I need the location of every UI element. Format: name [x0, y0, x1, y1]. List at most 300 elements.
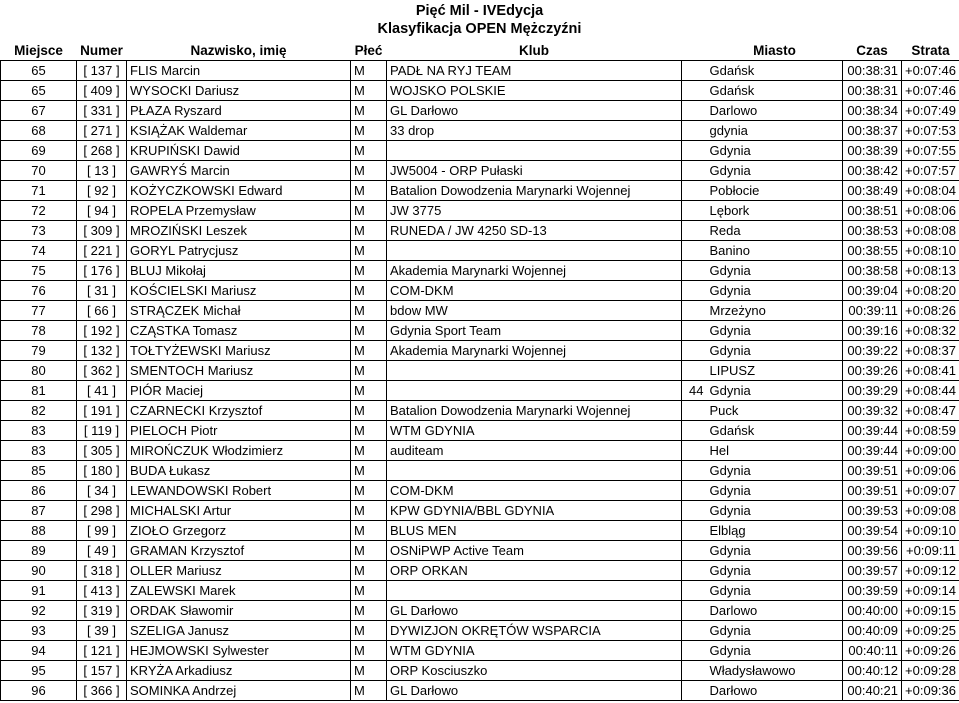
cell-gap: +0:09:26 [902, 641, 959, 661]
cell-city: Gdynia [707, 161, 843, 181]
cell-extra [682, 61, 707, 81]
cell-city: Gdynia [707, 321, 843, 341]
cell-extra [682, 541, 707, 561]
cell-gap: +0:09:10 [902, 521, 959, 541]
cell-bib: [ 121 ] [77, 641, 127, 661]
cell-city: Gdynia [707, 541, 843, 561]
cell-sex: M [351, 61, 387, 81]
cell-place: 81 [1, 381, 77, 401]
cell-time: 00:39:11 [843, 301, 902, 321]
table-row [1, 621, 959, 641]
table-row [1, 641, 959, 661]
cell-place: 83 [1, 421, 77, 441]
cell-place: 80 [1, 361, 77, 381]
cell-sex: M [351, 421, 387, 441]
table-row [1, 461, 959, 481]
cell-time: 00:39:29 [843, 381, 902, 401]
cell-city: Gdynia [707, 621, 843, 641]
cell-city: Gdańsk [707, 61, 843, 81]
table-row [1, 61, 959, 81]
cell-time: 00:39:51 [843, 461, 902, 481]
cell-place: 70 [1, 161, 77, 181]
cell-name: CZĄSTKA Tomasz [127, 321, 351, 341]
cell-gap: +0:08:04 [902, 181, 959, 201]
cell-gap: +0:08:06 [902, 201, 959, 221]
cell-bib: [ 268 ] [77, 141, 127, 161]
cell-extra [682, 181, 707, 201]
cell-time: 00:38:55 [843, 241, 902, 261]
cell-gap: +0:08:44 [902, 381, 959, 401]
cell-time: 00:39:44 [843, 441, 902, 461]
cell-sex: M [351, 281, 387, 301]
cell-gap: +0:09:11 [902, 541, 959, 561]
cell-time: 00:38:31 [843, 81, 902, 101]
header-bib: Numer [80, 42, 123, 58]
cell-bib: [ 176 ] [77, 261, 127, 281]
cell-sex: M [351, 481, 387, 501]
cell-sex: M [351, 301, 387, 321]
cell-place: 69 [1, 141, 77, 161]
cell-city: Gdynia [707, 281, 843, 301]
cell-place: 85 [1, 461, 77, 481]
cell-gap: +0:08:08 [902, 221, 959, 241]
cell-sex: M [351, 141, 387, 161]
cell-club: GL Darłowo [387, 101, 682, 121]
cell-sex: M [351, 661, 387, 681]
cell-name: OLLER Mariusz [127, 561, 351, 581]
cell-extra [682, 301, 707, 321]
cell-gap: +0:08:20 [902, 281, 959, 301]
cell-extra [682, 601, 707, 621]
cell-extra [682, 581, 707, 601]
cell-bib: [ 92 ] [77, 181, 127, 201]
cell-place: 92 [1, 601, 77, 621]
cell-gap: +0:08:32 [902, 321, 959, 341]
cell-gap: +0:07:46 [902, 81, 959, 101]
cell-gap: +0:09:08 [902, 501, 959, 521]
cell-name: BLUJ Mikołaj [127, 261, 351, 281]
cell-time: 00:38:34 [843, 101, 902, 121]
cell-sex: M [351, 341, 387, 361]
cell-club: DYWIZJON OKRĘTÓW WSPARCIA [387, 621, 682, 641]
cell-sex: M [351, 521, 387, 541]
cell-city: Elbląg [707, 521, 843, 541]
cell-place: 74 [1, 241, 77, 261]
cell-time: 00:39:53 [843, 501, 902, 521]
cell-club: bdow MW [387, 301, 682, 321]
cell-extra [682, 621, 707, 641]
table-row [1, 661, 959, 681]
table-row [1, 421, 959, 441]
cell-extra [682, 641, 707, 661]
cell-bib: [ 34 ] [77, 481, 127, 501]
cell-sex: M [351, 621, 387, 641]
cell-gap: +0:09:15 [902, 601, 959, 621]
cell-sex: M [351, 321, 387, 341]
header-spacer [682, 40, 707, 61]
header-time: Czas [856, 42, 888, 58]
cell-bib: [ 13 ] [77, 161, 127, 181]
header-place: Miejsce [14, 42, 63, 58]
cell-city: Darlowo [707, 601, 843, 621]
cell-club [387, 381, 682, 401]
table-row [1, 541, 959, 561]
cell-club: RUNEDA / JW 4250 SD-13 [387, 221, 682, 241]
cell-extra [682, 401, 707, 421]
cell-sex: M [351, 241, 387, 261]
cell-club: BLUS MEN [387, 521, 682, 541]
cell-time: 00:38:31 [843, 61, 902, 81]
cell-city: Gdynia [707, 341, 843, 361]
table-row [1, 341, 959, 361]
cell-city: LIPUSZ [707, 361, 843, 381]
cell-bib: [ 180 ] [77, 461, 127, 481]
cell-sex: M [351, 361, 387, 381]
cell-time: 00:39:54 [843, 521, 902, 541]
cell-club: COM-DKM [387, 281, 682, 301]
cell-time: 00:39:04 [843, 281, 902, 301]
cell-club: JW5004 - ORP Pułaski [387, 161, 682, 181]
cell-place: 90 [1, 561, 77, 581]
cell-time: 00:40:09 [843, 621, 902, 641]
cell-extra [682, 201, 707, 221]
table-row [1, 501, 959, 521]
header-gap: Strata [911, 42, 950, 58]
cell-extra [682, 121, 707, 141]
cell-city: Gdynia [707, 381, 843, 401]
results-body [1, 61, 959, 701]
table-row [1, 481, 959, 501]
cell-bib: [ 318 ] [77, 561, 127, 581]
cell-time: 00:40:00 [843, 601, 902, 621]
cell-city: Władysławowo [707, 661, 843, 681]
cell-sex: M [351, 461, 387, 481]
cell-gap: +0:08:13 [902, 261, 959, 281]
cell-extra [682, 481, 707, 501]
cell-bib: [ 39 ] [77, 621, 127, 641]
table-row [1, 521, 959, 541]
table-row [1, 301, 959, 321]
cell-bib: [ 192 ] [77, 321, 127, 341]
cell-time: 00:38:42 [843, 161, 902, 181]
cell-city: Mrzeżyno [707, 301, 843, 321]
table-row [1, 81, 959, 101]
event-title: Pięć Mil - IVEdycja [415, 3, 544, 19]
table-row [1, 321, 959, 341]
cell-place: 73 [1, 221, 77, 241]
table-row [1, 261, 959, 281]
cell-extra [682, 161, 707, 181]
cell-bib: [ 409 ] [77, 81, 127, 101]
cell-time: 00:39:57 [843, 561, 902, 581]
cell-place: 94 [1, 641, 77, 661]
cell-name: CZARNECKI Krzysztof [127, 401, 351, 421]
cell-name: ZIOŁO Grzegorz [127, 521, 351, 541]
cell-name: PIÓR Maciej [127, 381, 351, 401]
cell-bib: [ 157 ] [77, 661, 127, 681]
table-row [1, 561, 959, 581]
cell-sex: M [351, 401, 387, 421]
cell-sex: M [351, 161, 387, 181]
cell-city: Hel [707, 441, 843, 461]
cell-city: Puck [707, 401, 843, 421]
cell-time: 00:40:21 [843, 681, 902, 701]
cell-city: Pobłocie [707, 181, 843, 201]
cell-time: 00:39:16 [843, 321, 902, 341]
cell-club [387, 361, 682, 381]
cell-gap: +0:07:57 [902, 161, 959, 181]
cell-extra [682, 141, 707, 161]
cell-gap: +0:07:46 [902, 61, 959, 81]
cell-club: GL Darłowo [387, 681, 682, 701]
table-row [1, 141, 959, 161]
cell-club: 33 drop [387, 121, 682, 141]
cell-time: 00:40:11 [843, 641, 902, 661]
cell-city: Darlowo [707, 101, 843, 121]
cell-club: WOJSKO POLSKIE [387, 81, 682, 101]
cell-place: 75 [1, 261, 77, 281]
cell-time: 00:38:39 [843, 141, 902, 161]
cell-time: 00:38:49 [843, 181, 902, 201]
cell-gap: +0:08:41 [902, 361, 959, 381]
cell-name: LEWANDOWSKI Robert [127, 481, 351, 501]
cell-club: WTM GDYNIA [387, 641, 682, 661]
cell-bib: [ 66 ] [77, 301, 127, 321]
cell-bib: [ 305 ] [77, 441, 127, 461]
cell-place: 68 [1, 121, 77, 141]
cell-place: 72 [1, 201, 77, 221]
cell-extra [682, 441, 707, 461]
cell-name: MICHALSKI Artur [127, 501, 351, 521]
table-row [1, 201, 959, 221]
cell-place: 76 [1, 281, 77, 301]
cell-extra [682, 521, 707, 541]
cell-sex: M [351, 641, 387, 661]
cell-time: 00:39:32 [843, 401, 902, 421]
cell-city: Gdynia [707, 141, 843, 161]
cell-name: STRĄCZEK Michał [127, 301, 351, 321]
cell-city: Banino [707, 241, 843, 261]
table-row [1, 581, 959, 601]
cell-bib: [ 119 ] [77, 421, 127, 441]
cell-time: 00:38:58 [843, 261, 902, 281]
cell-name: HEJMOWSKI Sylwester [127, 641, 351, 661]
cell-city: Gdynia [707, 481, 843, 501]
cell-bib: [ 271 ] [77, 121, 127, 141]
header-city: Miasto [753, 42, 796, 58]
cell-extra [682, 461, 707, 481]
cell-extra [682, 421, 707, 441]
cell-sex: M [351, 501, 387, 521]
cell-place: 88 [1, 521, 77, 541]
cell-extra [682, 341, 707, 361]
cell-name: SOMINKA Andrzej [127, 681, 351, 701]
cell-name: ZALEWSKI Marek [127, 581, 351, 601]
cell-bib: [ 331 ] [77, 101, 127, 121]
cell-place: 86 [1, 481, 77, 501]
cell-sex: M [351, 601, 387, 621]
cell-extra [682, 361, 707, 381]
cell-name: MIROŃCZUK Włodzimierz [127, 441, 351, 461]
results-table [0, 40, 959, 701]
cell-name: PŁAZA Ryszard [127, 101, 351, 121]
table-row [1, 181, 959, 201]
cell-time: 00:40:12 [843, 661, 902, 681]
cell-place: 87 [1, 501, 77, 521]
cell-bib: [ 49 ] [77, 541, 127, 561]
cell-extra [682, 101, 707, 121]
cell-bib: [ 31 ] [77, 281, 127, 301]
cell-name: BUDA Łukasz [127, 461, 351, 481]
cell-gap: +0:09:00 [902, 441, 959, 461]
cell-gap: +0:09:07 [902, 481, 959, 501]
cell-name: KOŻYCZKOWSKI Edward [127, 181, 351, 201]
cell-name: GORYL Patrycjusz [127, 241, 351, 261]
cell-extra [682, 501, 707, 521]
cell-club: WTM GDYNIA [387, 421, 682, 441]
cell-name: PIELOCH Piotr [127, 421, 351, 441]
cell-bib: [ 413 ] [77, 581, 127, 601]
cell-sex: M [351, 81, 387, 101]
cell-gap: +0:09:06 [902, 461, 959, 481]
cell-gap: +0:09:28 [902, 661, 959, 681]
cell-name: ORDAK Sławomir [127, 601, 351, 621]
cell-city: Gdynia [707, 261, 843, 281]
cell-gap: +0:07:55 [902, 141, 959, 161]
cell-bib: [ 99 ] [77, 521, 127, 541]
cell-gap: +0:07:53 [902, 121, 959, 141]
cell-club: ORP ORKAN [387, 561, 682, 581]
cell-city: Gdynia [707, 641, 843, 661]
cell-club [387, 581, 682, 601]
cell-sex: M [351, 561, 387, 581]
table-row [1, 361, 959, 381]
cell-sex: M [351, 261, 387, 281]
table-row [1, 101, 959, 121]
cell-sex: M [351, 681, 387, 701]
cell-gap: +0:08:47 [902, 401, 959, 421]
cell-name: GAWRYŚ Marcin [127, 161, 351, 181]
cell-extra [682, 321, 707, 341]
cell-name: GRAMAN Krzysztof [127, 541, 351, 561]
cell-gap: +0:08:10 [902, 241, 959, 261]
cell-gap: +0:07:49 [902, 101, 959, 121]
cell-gap: +0:08:37 [902, 341, 959, 361]
cell-place: 83 [1, 441, 77, 461]
cell-club: Akademia Marynarki Wojennej [387, 341, 682, 361]
cell-extra [682, 661, 707, 681]
cell-name: ROPELA Przemysław [127, 201, 351, 221]
cell-club: ORP Kosciuszko [387, 661, 682, 681]
header-sex: Płeć [354, 42, 383, 58]
cell-place: 82 [1, 401, 77, 421]
cell-bib: [ 41 ] [77, 381, 127, 401]
cell-city: Gdynia [707, 501, 843, 521]
cell-place: 71 [1, 181, 77, 201]
cell-bib: [ 137 ] [77, 61, 127, 81]
cell-extra [682, 681, 707, 701]
cell-gap: +0:09:14 [902, 581, 959, 601]
cell-name: KOŚCIELSKI Mariusz [127, 281, 351, 301]
cell-club [387, 141, 682, 161]
cell-bib: [ 221 ] [77, 241, 127, 261]
cell-name: MROZIŃSKI Leszek [127, 221, 351, 241]
table-row [1, 121, 959, 141]
cell-place: 65 [1, 81, 77, 101]
table-row [1, 441, 959, 461]
cell-bib: [ 94 ] [77, 201, 127, 221]
cell-place: 93 [1, 621, 77, 641]
cell-bib: [ 309 ] [77, 221, 127, 241]
cell-gap: +0:09:12 [902, 561, 959, 581]
cell-sex: M [351, 201, 387, 221]
cell-club: Batalion Dowodzenia Marynarki Wojennej [387, 181, 682, 201]
table-row [1, 381, 959, 401]
cell-gap: +0:08:59 [902, 421, 959, 441]
cell-bib: [ 319 ] [77, 601, 127, 621]
cell-time: 00:39:44 [843, 421, 902, 441]
cell-city: Gdynia [707, 461, 843, 481]
cell-gap: +0:09:36 [902, 681, 959, 701]
cell-name: KRYŻA Arkadiusz [127, 661, 351, 681]
cell-sex: M [351, 581, 387, 601]
cell-club [387, 241, 682, 261]
table-row [1, 241, 959, 261]
cell-time: 00:38:37 [843, 121, 902, 141]
cell-city: Reda [707, 221, 843, 241]
cell-place: 78 [1, 321, 77, 341]
cell-name: KSIĄŻAK Waldemar [127, 121, 351, 141]
cell-sex: M [351, 541, 387, 561]
cell-place: 91 [1, 581, 77, 601]
cell-bib: [ 366 ] [77, 681, 127, 701]
cell-name: WYSOCKI Dariusz [127, 81, 351, 101]
cell-club: auditeam [387, 441, 682, 461]
cell-sex: M [351, 381, 387, 401]
cell-city: Lębork [707, 201, 843, 221]
header-club: Klub [519, 42, 549, 58]
cell-time: 00:38:53 [843, 221, 902, 241]
cell-bib: [ 132 ] [77, 341, 127, 361]
cell-sex: M [351, 221, 387, 241]
cell-extra [682, 261, 707, 281]
cell-extra [682, 81, 707, 101]
table-row [1, 681, 959, 701]
cell-place: 95 [1, 661, 77, 681]
cell-sex: M [351, 121, 387, 141]
classification-title: Klasyfikacja OPEN Mężczyźni [377, 21, 582, 37]
cell-club: Akademia Marynarki Wojennej [387, 261, 682, 281]
cell-time: 00:39:26 [843, 361, 902, 381]
cell-extra [682, 281, 707, 301]
cell-place: 96 [1, 681, 77, 701]
table-row [1, 221, 959, 241]
cell-club: Gdynia Sport Team [387, 321, 682, 341]
cell-club: KPW GDYNIA/BBL GDYNIA [387, 501, 682, 521]
cell-name: FLIS Marcin [127, 61, 351, 81]
cell-name: KRUPIŃSKI Dawid [127, 141, 351, 161]
cell-club: OSNiPWP Active Team [387, 541, 682, 561]
cell-city: Gdańsk [707, 81, 843, 101]
cell-extra [682, 241, 707, 261]
cell-club: PADŁ NA RYJ TEAM [387, 61, 682, 81]
table-row [1, 401, 959, 421]
table-row [1, 161, 959, 181]
cell-city: Darłowo [707, 681, 843, 701]
cell-city: Gdynia [707, 561, 843, 581]
cell-club: COM-DKM [387, 481, 682, 501]
cell-sex: M [351, 181, 387, 201]
